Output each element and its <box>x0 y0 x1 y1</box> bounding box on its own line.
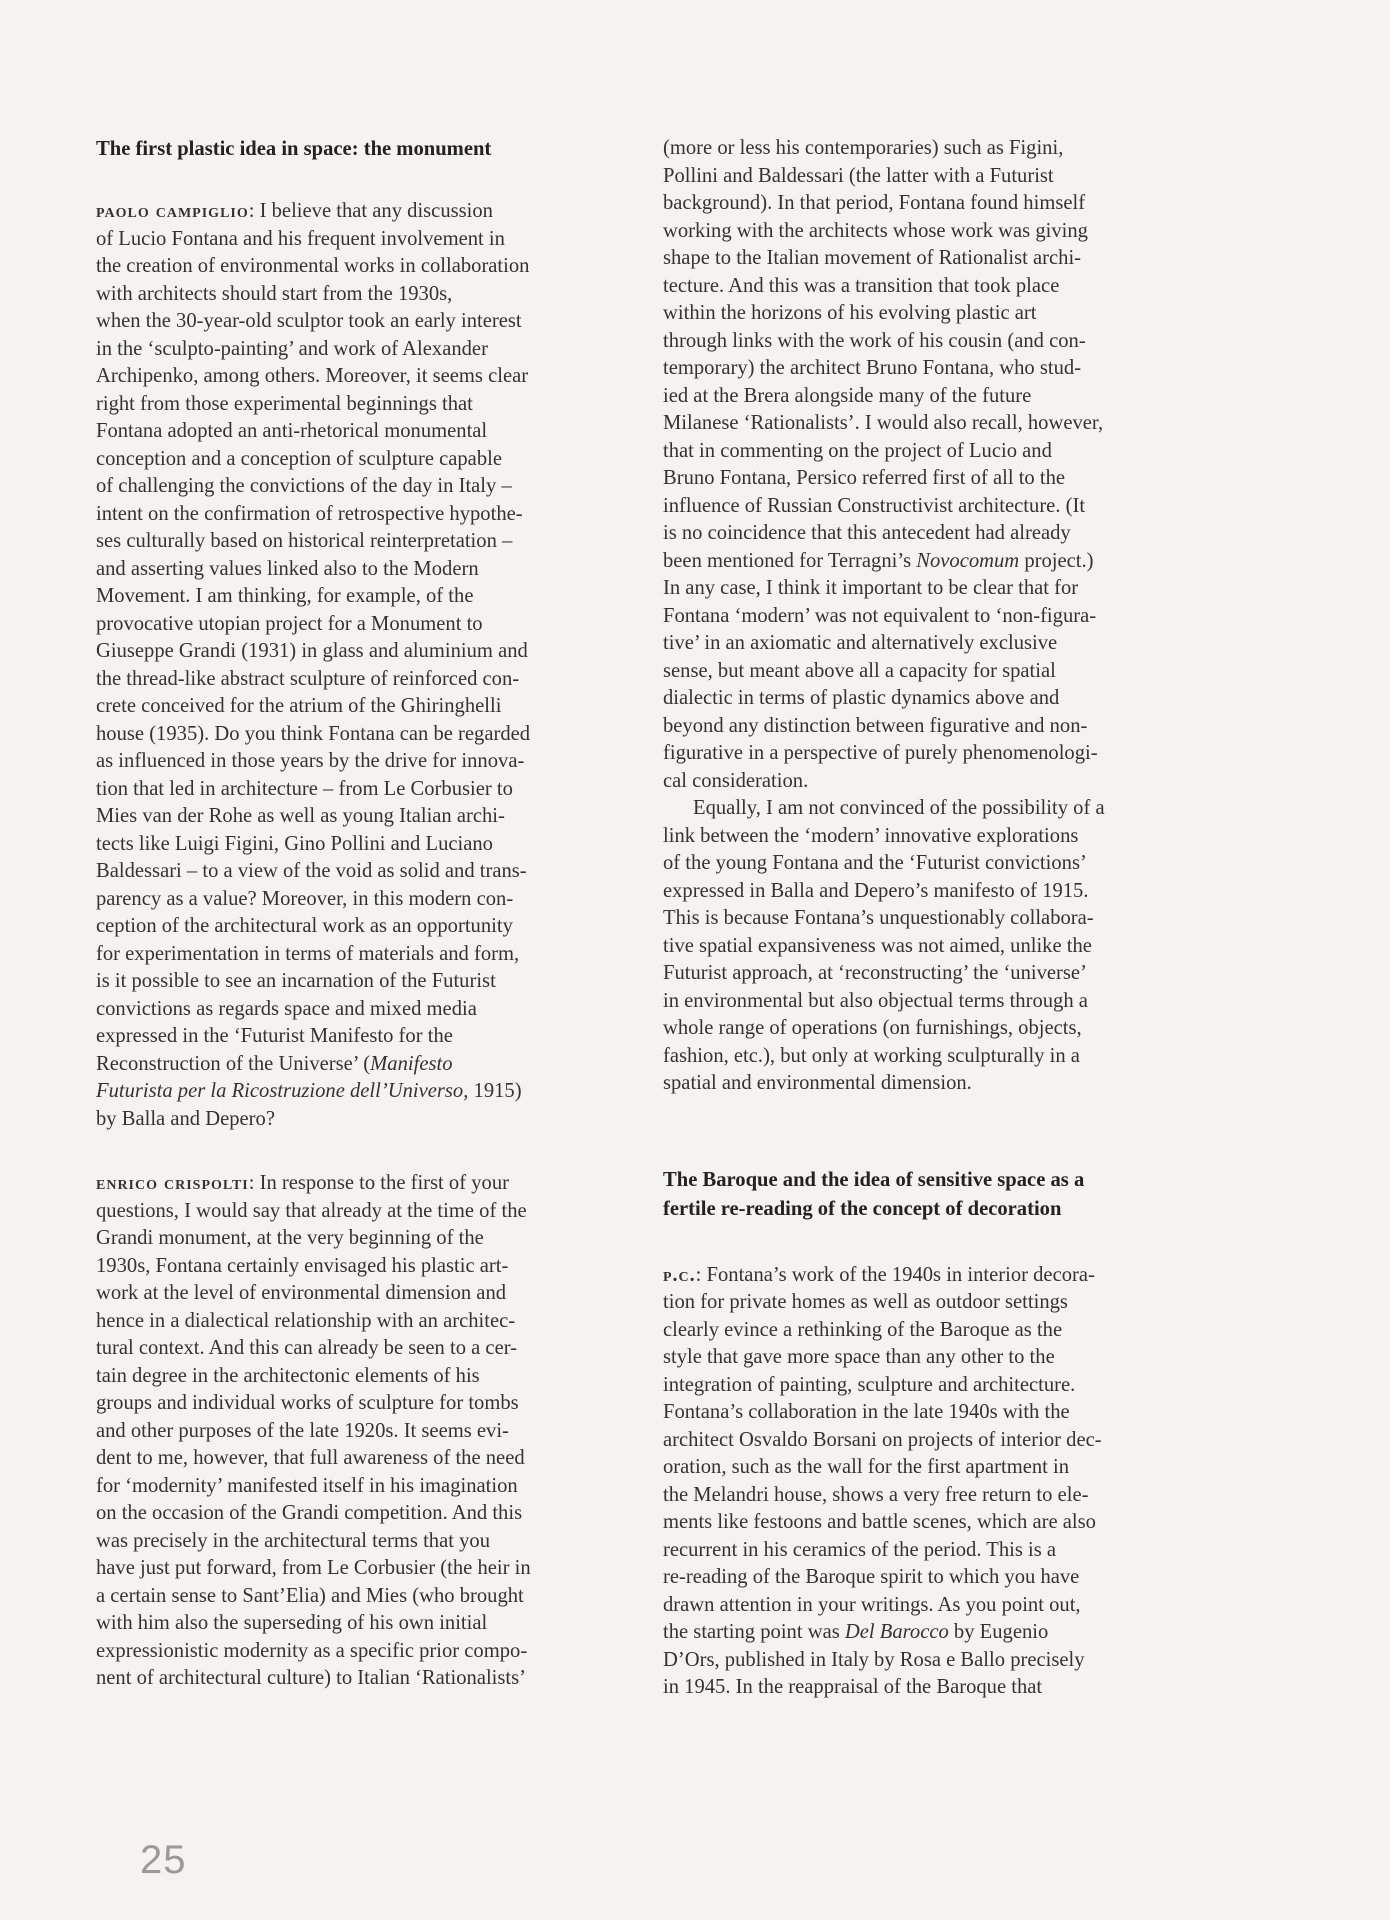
paragraph-line: intent on the confirmation of retrospective hypothe- <box>96 502 523 525</box>
speaker-name: paolo campiglio <box>96 200 249 222</box>
paragraph-line: on the occasion of the Grandi competition. And this <box>96 1502 523 1524</box>
paragraph-line: working with the architects whose work was giving <box>663 219 1088 242</box>
paragraph-line: architect Osvaldo Borsani on projects of interior dec- <box>663 1428 1102 1451</box>
paragraph <box>96 1198 651 1693</box>
paragraph-line: Equally, I am not convinced of the possibility of a <box>693 797 1105 819</box>
paragraph-line: is it possible to see an incarnation of the Futurist <box>96 970 496 992</box>
paragraph-line: in 1945. In the reappraisal of the Baroque that <box>663 1676 1043 1698</box>
paragraph-line: as influenced in those years by the drive for innova- <box>96 750 525 772</box>
paragraph-line: In any case, I think it important to be clear that for <box>663 577 1079 599</box>
paragraph-line: tion that led in architecture – from Le Corbusier to <box>96 777 513 800</box>
paragraph-line: was precisely in the architectural terms that you <box>96 1529 490 1552</box>
paragraph-line: tain degree in the architectonic elements of his <box>96 1364 480 1387</box>
paragraph-line: ments like festoons and battle scenes, which are also <box>663 1511 1096 1533</box>
paragraph-line: Milanese ‘Rationalists’. I would also recall, however, <box>663 412 1104 434</box>
page-number: 25 <box>140 1838 187 1882</box>
paragraph-line: dialectic in terms of plastic dynamics above and <box>663 687 1060 709</box>
paragraph-line: fashion, etc.), but only at working sculpturally in a <box>663 1044 1080 1067</box>
paragraph-line: that in commenting on the project of Lucio and <box>663 439 1052 462</box>
paragraph-line: conception and a conception of sculpture capable <box>96 447 502 470</box>
paragraph-line: in the ‘sculpto-painting’ and work of Alexander <box>96 337 488 360</box>
paragraph-line: tural context. And this can already be seen to a cer- <box>96 1337 518 1359</box>
paragraph-line: tive’ in an axiomatic and alternatively exclusive <box>663 632 1058 654</box>
paragraph-line: crete conceived for the atrium of the Ghiringhelli <box>96 695 502 717</box>
paragraph-line: work at the level of environmental dimension and <box>96 1282 507 1304</box>
paragraph-line: background). In that period, Fontana found himself <box>663 192 1086 214</box>
paragraph-line: cal consideration. <box>663 769 809 792</box>
paragraph-line: the creation of environmental works in collaboration <box>96 255 530 277</box>
right-column <box>663 135 1228 1702</box>
paragraph-line: ception of the architectural work as an opportunity <box>96 915 513 937</box>
paragraph-line: enrico crispolti: In response to the first of your <box>96 1172 509 1194</box>
paragraph-line: Baldessari – to a view of the void as solid and trans- <box>96 860 527 882</box>
paragraph-line: oration, such as the wall for the first apartment in <box>663 1456 1070 1478</box>
paragraph <box>663 1647 1228 1702</box>
paragraph-line: ied at the Brera alongside many of the future <box>663 384 1032 407</box>
paragraph-line: re-reading of the Baroque spirit to which you have <box>663 1566 1080 1588</box>
paragraph-line: figurative in a perspective of purely phenomenologi- <box>663 742 1098 764</box>
paragraph-line: 1930s, Fontana certainly envisaged his plastic art- <box>96 1254 509 1277</box>
paragraph-line: is no coincidence that this antecedent had already <box>663 522 1071 544</box>
paragraph-line: parency as a value? Moreover, in this modern con- <box>96 887 514 910</box>
paragraph-line: shape to the Italian movement of Rationalist archi- <box>663 247 1082 269</box>
paragraph-line: Archipenko, among others. Moreover, it seems clear <box>96 365 529 387</box>
paragraph-line: Grandi monument, at the very beginning of the <box>96 1227 484 1249</box>
paragraph-line: by Balla and Depero? <box>96 1107 275 1130</box>
section-heading: The Baroque and the idea of sensitive space as a <box>663 1168 1085 1191</box>
paragraph-line: expressionistic modernity as a specific prior compo- <box>96 1639 528 1662</box>
paragraph-line: the starting point was Del Barocco by Eugenio <box>663 1621 1049 1643</box>
paragraph-line: Pollini and Baldessari (the latter with a Futurist <box>663 164 1054 187</box>
paragraph-line: been mentioned for Terragni’s Novocomum project.) <box>663 549 1094 572</box>
paragraph-line: paolo campiglio: I believe that any discussion <box>96 200 493 222</box>
paragraph-line: Movement. I am thinking, for example, of the <box>96 585 474 607</box>
paragraph-line: for experimentation in terms of materials and form, <box>96 942 520 965</box>
paragraph-line: convictions as regards space and mixed media <box>96 997 477 1020</box>
paragraph-line: recurrent in his ceramics of the period. This is a <box>663 1538 1057 1561</box>
paragraph-line: drawn attention in your writings. As you point out, <box>663 1593 1081 1616</box>
paragraph-line: temporary) the architect Bruno Fontana, who stud- <box>663 357 1082 379</box>
paragraph-line: This is because Fontana’s unquestionably collabora- <box>663 907 1094 929</box>
paragraph-line: tects like Luigi Figini, Gino Pollini and Luciano <box>96 832 493 855</box>
section-heading: The first plastic idea in space: the monument <box>96 138 492 160</box>
paragraph-line: Fontana adopted an anti-rhetorical monumental <box>96 420 488 442</box>
speaker-name: p.c. <box>663 1263 696 1286</box>
paragraph-line: clearly evince a rethinking of the Baroque as the <box>663 1318 1063 1341</box>
paragraph-line: and other purposes of the late 1920s. It seems evi- <box>96 1419 509 1442</box>
paragraph-line: through links with the work of his cousin (and con- <box>663 329 1086 352</box>
paragraph-line: expressed in Balla and Depero’s manifesto of 1915. <box>663 879 1089 902</box>
paragraph-line: style that gave more space than any other to the <box>663 1346 1055 1368</box>
paragraph-line: (more or less his contemporaries) such as Figini, <box>663 137 1064 159</box>
paragraph-line: Giuseppe Grandi (1931) in glass and aluminium and <box>96 640 528 662</box>
paragraph-line: whole range of operations (on furnishings, objects, <box>663 1017 1082 1039</box>
paragraph-line: of challenging the convictions of the day in Italy – <box>96 475 512 497</box>
paragraph-line: nent of architectural culture) to Italian ‘Rationalists’ <box>96 1667 527 1689</box>
paragraph-line: house (1935). Do you think Fontana can be regarded <box>96 722 531 745</box>
paragraph-line: D’Ors, published in Italy by Rosa e Ballo precisely <box>663 1648 1085 1671</box>
paragraph-line: of the young Fontana and the ‘Futurist convictions’ <box>663 852 1087 874</box>
paragraph-line: tive spatial expansiveness was not aimed, unlike the <box>663 934 1092 957</box>
paragraph-line: provocative utopian project for a Monument to <box>96 612 483 635</box>
paragraph-line: hence in a dialectical relationship with an architec- <box>96 1309 516 1332</box>
paragraph-line: with architects should start from the 1930s, <box>96 282 453 305</box>
paragraph-line: have just put forward, from Le Corbusier (the heir in <box>96 1557 531 1579</box>
paragraph-line: and asserting values linked also to the Modern <box>96 557 479 580</box>
paragraph-line: link between the ‘modern’ innovative explorations <box>663 824 1079 847</box>
italic-title: Manifesto <box>370 1052 453 1075</box>
speaker-name: enrico crispolti <box>96 1172 249 1194</box>
paragraph <box>663 135 1228 548</box>
paragraph-line: Reconstruction of the Universe’ (Manifesto <box>96 1052 453 1075</box>
paragraph-line: influence of Russian Constructivist architecture. (It <box>663 494 1086 517</box>
paragraph-line: Futurista per la Ricostruzione dell’Universo, 1915) <box>96 1080 522 1102</box>
paragraph <box>663 575 1228 795</box>
left-column <box>96 135 651 1693</box>
paragraph <box>663 795 1228 1098</box>
paragraph-line: with him also the superseding of his own initial <box>96 1612 488 1634</box>
paragraph-line: Fontana ‘modern’ was not equivalent to ‘non-figura- <box>663 604 1097 627</box>
paragraph-line: when the 30-year-old sculptor took an early interest <box>96 310 522 332</box>
paragraph-line: ses culturally based on historical reinterpretation – <box>96 530 513 552</box>
paragraph-line: sense, but meant above all a capacity for spatial <box>663 659 1056 682</box>
paragraph-line: the Melandri house, shows a very free return to ele- <box>663 1483 1089 1506</box>
paragraph-line: questions, I would say that already at the time of the <box>96 1199 527 1222</box>
paragraph-line: a certain sense to Sant’Elia) and Mies (who brought <box>96 1584 524 1607</box>
section-heading: fertile re-reading of the concept of decoration <box>663 1197 1062 1220</box>
paragraph-line: in environmental but also objectual terms through a <box>663 989 1088 1012</box>
paragraph-line: Bruno Fontana, Persico referred first of all to the <box>663 467 1066 489</box>
paragraph-line: Mies van der Rohe as well as young Italian archi- <box>96 805 505 827</box>
paragraph-line: the thread-like abstract sculpture of reinforced con- <box>96 667 520 690</box>
paragraph-line: tion for private homes as well as outdoor settings <box>663 1291 1068 1313</box>
paragraph-line: Futurist approach, at ‘reconstructing’ the ‘universe’ <box>663 962 1087 984</box>
paragraph-line: p.c.: Fontana’s work of the 1940s in interior decora- <box>663 1263 1095 1286</box>
paragraph-line: groups and individual works of sculpture for tombs <box>96 1392 519 1414</box>
paragraph <box>663 1289 1228 1619</box>
paragraph-line: Fontana’s collaboration in the late 1940s with the <box>663 1401 1070 1423</box>
paragraph-line: beyond any distinction between figurative and non- <box>663 714 1088 737</box>
paragraph <box>96 226 651 1079</box>
paragraph-line: dent to me, however, that full awareness of the need <box>96 1447 525 1469</box>
paragraph-line: for ‘modernity’ manifested itself in his imagination <box>96 1474 518 1497</box>
paragraph-line: integration of painting, sculpture and architecture. <box>663 1373 1076 1396</box>
paragraph-line: spatial and environmental dimension. <box>663 1072 972 1094</box>
paragraph-line: within the horizons of his evolving plastic art <box>663 302 1037 324</box>
paragraph-line: tecture. And this was a transition that took place <box>663 274 1060 297</box>
paragraph-line: of Lucio Fontana and his frequent involvement in <box>96 227 505 250</box>
paragraph-line: expressed in the ‘Futurist Manifesto for the <box>96 1025 453 1047</box>
paragraph-line: right from those experimental beginnings that <box>96 392 473 415</box>
